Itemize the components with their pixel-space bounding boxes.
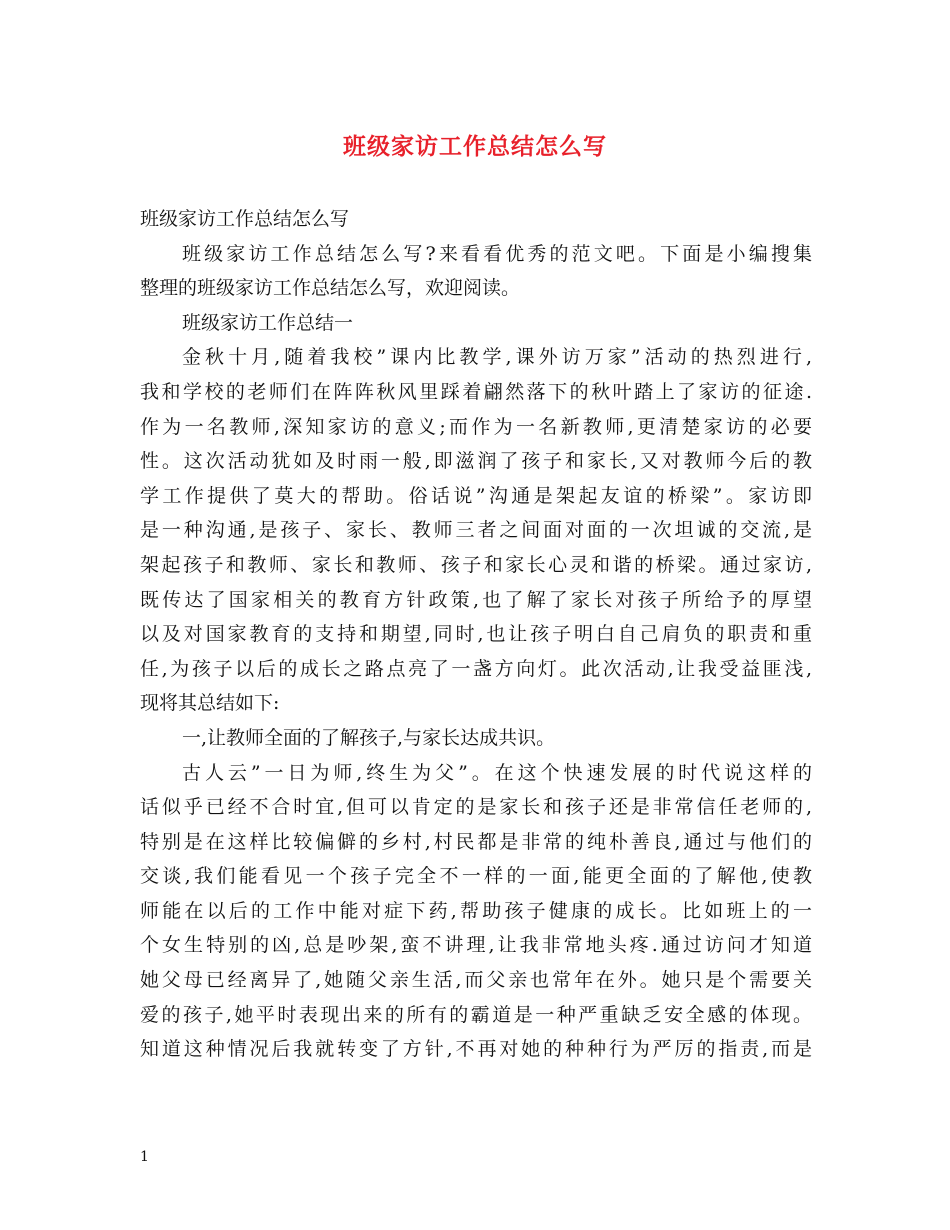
paragraph-line: 爱的孩子,她平时表现出来的所有的霸道是一种严重缺乏安全感的体现。 (140, 1003, 812, 1026)
paragraph-line: 是一种沟通,是孩子、家长、教师三者之间面对面的一次坦诚的交流,是 (140, 519, 812, 542)
paragraph-line: 既传达了国家相关的教育方针政策,也了解了家长对孩子所给予的厚望 (140, 588, 812, 611)
section-heading: 一,让教师全面的了解孩子,与家长达成共识。 (182, 726, 556, 749)
paragraph-line: 个女生特别的凶,总是吵架,蛮不讲理,让我非常地头疼.通过访问才知道 (140, 934, 812, 957)
paragraph-line: 古人云”一日为师,终生为父”。在这个快速发展的时代说这样的 (182, 761, 812, 784)
document-body (140, 202, 812, 1067)
paragraph-line: 她父母已经离异了,她随父亲生活,而父亲也常年在外。她只是个需要关 (140, 969, 812, 992)
subtitle-line: 班级家访工作总结怎么写 (140, 208, 350, 230)
paragraph-line: 师能在以后的工作中能对症下药,帮助孩子健康的成长。比如班上的一 (140, 899, 812, 922)
paragraph-line: 现将其总结如下: (140, 692, 280, 715)
paragraph-line: 架起孩子和教师、家长和教师、孩子和家长心灵和谐的桥梁。通过家访, (140, 553, 812, 576)
paragraph-line: 交谈,我们能看见一个孩子完全不一样的一面,能更全面的了解他,使教 (140, 865, 812, 888)
paragraph-line: 作为一名教师,深知家访的意义;而作为一名新教师,更清楚家访的必要 (140, 415, 812, 438)
document-title: 班级家访工作总结怎么写 (343, 133, 607, 160)
section-heading: 班级家访工作总结一 (182, 311, 354, 334)
paragraph-line: 任,为孩子以后的成长之路点亮了一盏方向灯。此次活动,让我受益匪浅, (140, 657, 812, 680)
paragraph-line: 整理的班级家访工作总结怎么写，欢迎阅读。 (140, 277, 521, 300)
paragraph-line: 班级家访工作总结怎么写?来看看优秀的范文吧。下面是小编搜集 (182, 242, 812, 265)
paragraph-line: 性。这次活动犹如及时雨一般,即滋润了孩子和家长,又对教师今后的教 (140, 450, 812, 473)
paragraph-line: 金秋十月,随着我校”课内比教学,课外访万家”活动的热烈进行, (182, 346, 812, 369)
paragraph-line: 学工作提供了莫大的帮助。俗话说”沟通是架起友谊的桥梁”。家访即 (140, 484, 812, 507)
paragraph-line: 话似乎已经不合时宜,但可以肯定的是家长和孩子还是非常信任老师的, (140, 796, 812, 819)
page-number: 1 (140, 1149, 149, 1165)
paragraph-line: 以及对国家教育的支持和期望,同时,也让孩子明白自己肩负的职责和重 (140, 623, 812, 646)
paragraph-line: 我和学校的老师们在阵阵秋风里踩着翩然落下的秋叶踏上了家访的征途. (140, 380, 812, 403)
paragraph-line: 知道这种情况后我就转变了方针,不再对她的种种行为严厉的指责,而是 (140, 1038, 812, 1061)
paragraph-line: 特别是在这样比较偏僻的乡村,村民都是非常的纯朴善良,通过与他们的 (140, 830, 812, 853)
